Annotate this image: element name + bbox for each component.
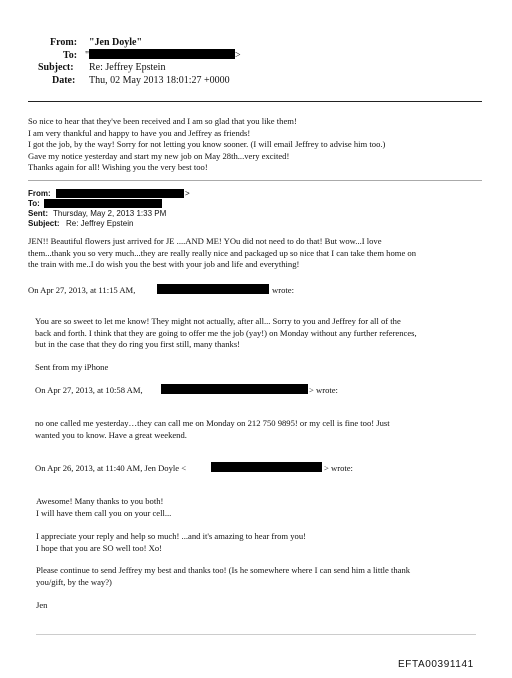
fwd-to-label: To: <box>28 199 40 208</box>
header-divider <box>28 101 482 102</box>
from-value: "Jen Doyle" <box>89 37 143 48</box>
text-line: the train with me..I do wish you the best with your job and life and everything! <box>28 259 300 269</box>
redaction-box <box>56 189 184 198</box>
fwd-sent-label: Sent: <box>28 209 48 218</box>
footer-divider <box>36 634 476 635</box>
redaction-box <box>157 284 269 294</box>
text-line: Awesome! Many thanks to you both! <box>36 496 164 506</box>
redaction-box <box>211 462 322 472</box>
quote1-suffix: wrote: <box>272 285 294 295</box>
fwd-from-label: From: <box>28 189 51 198</box>
message5-para-a <box>36 496 171 519</box>
text-line: you/gift, by the way?) <box>36 576 112 587</box>
quote1-prefix: On Apr 27, 2013, at 11:15 AM, <box>28 285 136 295</box>
to-label: To: <box>63 50 78 61</box>
text-line: Gave my notice yesterday and start my new job on May 28th...very excited! <box>28 150 290 161</box>
date-value: Thu, 02 May 2013 18:01:27 +0000 <box>89 75 230 86</box>
message5-para-c <box>36 565 410 588</box>
message5-para-b <box>36 531 306 554</box>
signoff: Jen <box>36 600 48 610</box>
forward-divider <box>28 180 482 181</box>
message1-body <box>28 116 385 174</box>
text-line: JEN!! Beautiful flowers just arrived for JE ....AND ME! YOu did not need to do that! But wow...I love <box>28 236 382 246</box>
redaction-box <box>161 384 308 394</box>
text-line: back and forth. I think that they are going to offer me the job (yay!) on Monday without any further references, <box>35 327 417 338</box>
text-line: wanted you to know. Have a great weekend. <box>35 429 187 440</box>
quote2-suffix: > wrote: <box>309 385 338 395</box>
text-line: but in the case that they do ring you first still, many thanks! <box>35 339 241 349</box>
fwd-subject-value: Re: Jeffrey Epstein <box>66 219 134 228</box>
text-line: Thanks again for all! Wishing you the very best too! <box>28 162 208 172</box>
fwd-from-suffix: > <box>185 189 190 198</box>
message4-body <box>35 418 390 441</box>
subject-value: Re: Jeffrey Epstein <box>89 62 166 73</box>
text-line: I will have them call you on your cell... <box>36 507 172 518</box>
to-suffix: > <box>235 50 241 61</box>
text-line: You are so sweet to let me know! They might not actually, after all... Sorry to you and Jeffrey for all of the <box>35 316 401 326</box>
subject-label: Subject: <box>38 62 74 73</box>
text-line: I am very thankful and happy to have you and Jeffrey as friends! <box>28 127 251 138</box>
quote3-prefix: On Apr 26, 2013, at 11:40 AM, Jen Doyle < <box>35 463 187 473</box>
text-line: I hope that you are SO well too! Xo! <box>36 542 163 553</box>
text-line: I got the job, by the way! Sorry for not letting you know sooner. (I will email Jeffrey to advise him too.) <box>28 139 386 149</box>
text-line: Please continue to send Jeffrey my best and thanks too! (Is he somewhere where I can send him a little thank <box>36 565 411 575</box>
to-value: " <box>85 50 90 61</box>
fwd-sent-value: Thursday, May 2, 2013 1:33 PM <box>53 209 167 218</box>
message2-body <box>28 236 416 271</box>
quote2-prefix: On Apr 27, 2013, at 10:58 AM, <box>35 385 143 395</box>
message3-body <box>35 316 417 351</box>
redaction-box <box>89 49 235 59</box>
text-line: them...thank you so very much...they are really really nice and packaged up so nice that I can take them home on <box>28 247 417 258</box>
from-label: From: <box>50 37 78 48</box>
text-line: no one called me yesterday…they can call me on Monday on 212 750 9895! or my cell is fine too! Just <box>35 418 390 428</box>
document-id: EFTA00391141 <box>398 659 474 670</box>
fwd-subject-label: Subject: <box>28 219 60 228</box>
redaction-box <box>44 199 162 208</box>
date-label: Date: <box>52 75 76 86</box>
quote3-suffix: > wrote: <box>324 463 353 473</box>
text-line: I appreciate your reply and help so much! ...and it's amazing to hear from you! <box>36 531 307 541</box>
text-line: So nice to hear that they've been received and I am so glad that you like them! <box>28 116 297 126</box>
iphone-signature: Sent from my iPhone <box>35 362 109 372</box>
